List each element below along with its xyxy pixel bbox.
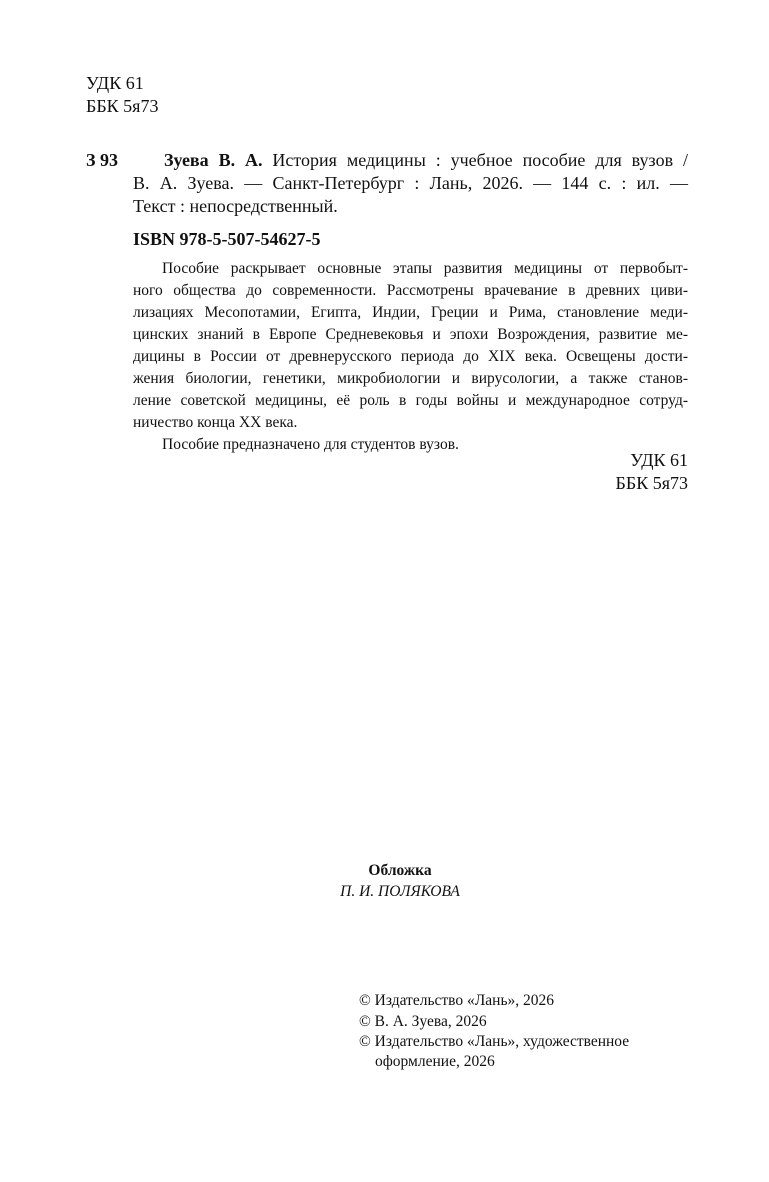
isbn: ISBN 978-5-507-54627-5 bbox=[133, 229, 321, 249]
cover-label: Обложка bbox=[368, 862, 432, 879]
cover-designer: П. И. ПОЛЯКОВА bbox=[340, 883, 460, 900]
bbk-code-bottom: ББК 5я73 bbox=[615, 473, 688, 493]
copyright-line-4: оформление, 2026 bbox=[375, 1053, 495, 1070]
author-mark: З 93 bbox=[86, 150, 119, 170]
bbk-code-top: ББК 5я73 bbox=[86, 96, 159, 116]
copyright-line-1: © Издательство «Лань», 2026 bbox=[359, 992, 555, 1009]
annotation-line-8: ничество конца XX века. bbox=[133, 414, 298, 431]
annotation-line-3: лизациях Месопотамии, Египта, Индии, Греции и Рима, становление меди- bbox=[133, 304, 688, 321]
author-name: Зуева В. А. bbox=[164, 150, 263, 170]
udk-code-top: УДК 61 bbox=[86, 73, 144, 93]
annotation-purpose: Пособие предназначено для студентов вузов. bbox=[162, 436, 459, 453]
annotation-line-4: цинских знаний в Европе Средневековья и эпохи Возрождения, развитие ме- bbox=[133, 326, 688, 343]
udk-code-bottom: УДК 61 bbox=[630, 450, 688, 470]
annotation-line-2: ного общества до современности. Рассмотрены врачевание в древних циви- bbox=[133, 282, 688, 299]
bibliographic-line-3: Текст : непосредственный. bbox=[133, 196, 338, 216]
book-title: История медицины : учебное пособие для вузов / bbox=[262, 150, 688, 170]
bibliographic-line-1 bbox=[164, 148, 688, 172]
annotation-line-5: дицины в России от древнерусского периода до XIX века. Освещены дости- bbox=[133, 348, 688, 365]
copyright-line-2: © В. А. Зуева, 2026 bbox=[359, 1013, 487, 1030]
annotation-line-1: Пособие раскрывает основные этапы развития медицины от первобыт- bbox=[162, 260, 688, 277]
copyright-line-3: © Издательство «Лань», художественное bbox=[359, 1033, 630, 1050]
bibliographic-line-2: В. А. Зуева. — Санкт-Петербург : Лань, 2026. — 144 с. : ил. — bbox=[133, 173, 688, 193]
annotation-line-7: ление советской медицины, её роль в годы войны и международное сотруд- bbox=[133, 392, 688, 409]
annotation-line-6: жения биологии, генетики, микробиологии и вирусологии, а также станов- bbox=[133, 370, 688, 387]
